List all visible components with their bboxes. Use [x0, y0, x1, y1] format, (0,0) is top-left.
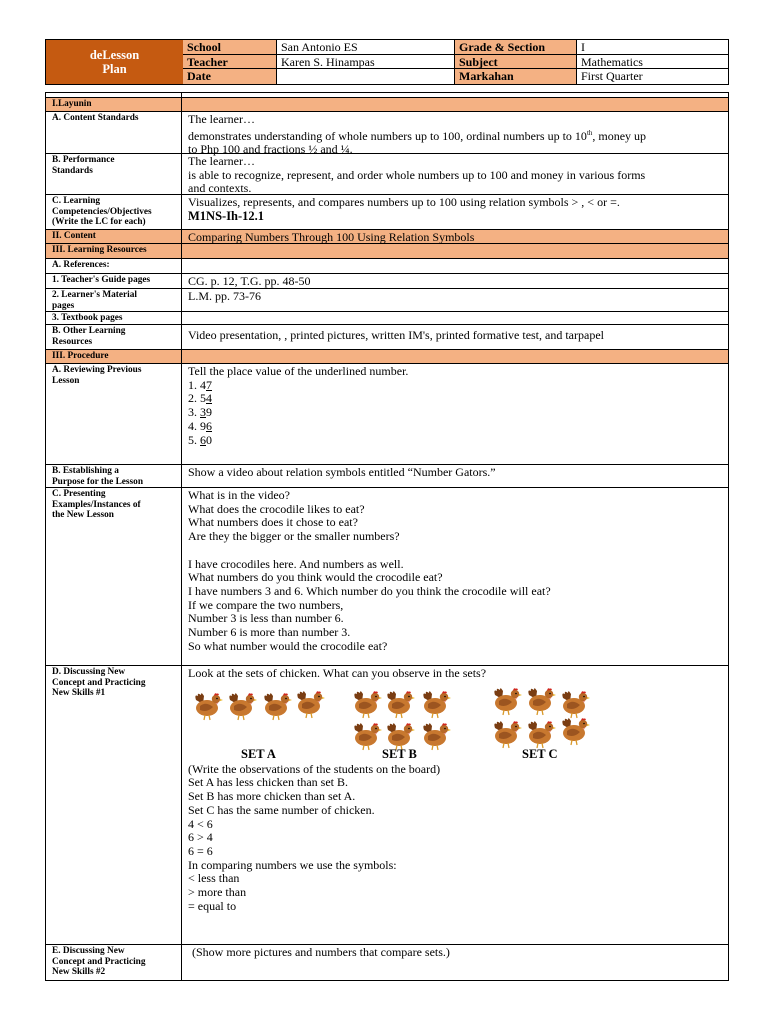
markahan-value: First Quarter: [581, 69, 643, 84]
discussing-1-content: Look at the sets of chicken. What can you observe in the sets? SET A SET B SET C (Write the observations of the students on the board) Set A has less chicken than set B. Set B has more chicken than set A. Set C has the same number of chicken. 4 < 6 6 > 4 6 = 6 In comparing numbers we use the symbols: < less than > more than = equal to: [182, 666, 728, 944]
chicken-icon: [420, 721, 452, 751]
markahan-label: Markahan: [455, 69, 577, 84]
competency-code: M1NS-Ih-12.1: [188, 208, 265, 223]
purpose-value: Show a video about relation symbols entitled “Number Gators.”: [188, 465, 496, 479]
chicken-icon: [525, 686, 557, 716]
teacher-label: Teacher: [183, 55, 277, 70]
reviewing-label: A. Reviewing Previous Lesson: [46, 364, 182, 464]
competencies-text: Visualizes, represents, and compares numbers up to 100 using relation symbols > , < or =. M1NS-Ih-12.1: [182, 195, 728, 229]
discussing-1-label: D. Discussing New Concept and Practicing New Skills #1: [46, 666, 182, 944]
lesson-table: [45, 92, 729, 981]
reviewing-row: [46, 364, 728, 465]
competencies-row: [46, 195, 728, 230]
teachers-guide-label: 1. Teacher's Guide pages: [46, 274, 182, 288]
chicken-icon: [351, 689, 383, 719]
textbook-label: 3. Textbook pages: [46, 312, 182, 324]
layunin-row: [46, 98, 728, 112]
date-label: Date: [183, 69, 277, 84]
chicken-icon: [351, 721, 383, 751]
lesson-plan-title: [46, 40, 184, 84]
review-item: 2. 54: [188, 391, 212, 406]
chicken-icon: [384, 689, 416, 719]
teachers-guide-row: [46, 274, 728, 289]
learners-material-label: 2. Learner's Material pages: [46, 289, 182, 311]
review-item: 4. 96: [188, 418, 212, 433]
school-value: San Antonio ES: [277, 40, 455, 55]
teacher-value: Karen S. Hinampas: [277, 55, 455, 70]
references-label: A. References:: [46, 259, 182, 273]
content-row: [46, 230, 728, 244]
title-line-2: Plan: [102, 62, 127, 76]
chicken-icon: [192, 691, 224, 721]
purpose-row: [46, 465, 728, 488]
learning-resources-heading: III. Learning Resources: [46, 244, 182, 258]
teachers-guide-value: CG. p. 12, T.G. pp. 48-50: [188, 274, 311, 288]
textbook-row: [46, 312, 728, 325]
performance-standards-label: B. Performance Standards: [46, 154, 182, 194]
set-b-label: SET B: [382, 746, 417, 761]
presenting-content: What is in the video? What does the crocodile likes to eat? What numbers does it chose to eat? Are they the bigger or the smaller numbers? I have crocodiles here. And numbers as well. What numbers do you think would the crocodile eat? I have numbers 3 and 6. Which number do you think the crocodile will eat? If we compare the two numbers, Number 3 is less than number 6. Number 6 is more than number 3. So what number would the crocodile eat?: [188, 488, 551, 653]
layunin-heading: I.Layunin: [46, 98, 182, 111]
other-resources-label: B. Other Learning Resources: [46, 325, 182, 349]
content-standards-text: The learner… demonstrates understanding of whole numbers up to 100, ordinal numbers up to 10th, money up to Php 100 and fractions ½ and ¼.: [188, 112, 647, 157]
set-c-label: SET C: [522, 746, 558, 761]
learning-resources-row: [46, 244, 728, 259]
header-table: [45, 39, 729, 85]
textbook-value: [182, 312, 728, 324]
content-label: II. Content: [46, 230, 182, 243]
content-standards-row: [46, 112, 728, 157]
chicken-icon: [525, 719, 557, 749]
set-a-label: SET A: [241, 746, 276, 761]
discussing-1-row: [46, 666, 728, 945]
title-line-1: deLesson: [89, 48, 140, 62]
other-resources-value: Video presentation, , printed pictures, written IM's, printed formative test, and tarpapel: [188, 328, 604, 342]
purpose-label: B. Establishing a Purpose for the Lesson: [46, 465, 182, 487]
learners-material-row: [46, 289, 728, 312]
presenting-label: C. Presenting Examples/Instances of the New Lesson: [46, 488, 182, 665]
chicken-icon: [559, 689, 591, 719]
presenting-row: [46, 488, 728, 666]
procedure-heading: III. Procedure: [46, 350, 182, 363]
competencies-label: C. Learning Competencies/Objectives (Write the LC for each): [46, 195, 182, 229]
procedure-row: [46, 350, 728, 364]
chicken-sets: [188, 681, 728, 763]
content-standards-label: A. Content Standards: [46, 112, 182, 153]
discussing-2-row: [46, 945, 728, 980]
chicken-icon: [261, 691, 293, 721]
reviewing-content: Tell the place value of the underlined number. 1. 47 2. 54 3. 39 4. 96 5. 60: [182, 364, 728, 464]
references-row: [46, 259, 728, 274]
review-item: 1. 47: [188, 377, 212, 392]
chicken-icon: [294, 689, 326, 719]
chicken-icon: [420, 689, 452, 719]
subject-value: Mathematics: [577, 55, 728, 70]
grade-section-value: I: [577, 40, 728, 55]
discussing-2-value: (Show more pictures and numbers that compare sets.): [192, 945, 450, 959]
discussing-2-label: E. Discussing New Concept and Practicing New Skills #2: [46, 945, 182, 980]
performance-standards-row: [46, 154, 728, 195]
review-item: 5. 60: [188, 432, 212, 447]
other-resources-row: [46, 325, 728, 350]
learners-material-value: L.M. pp. 73-76: [188, 289, 261, 303]
school-label: School: [183, 40, 277, 55]
chicken-icon: [226, 691, 258, 721]
content-topic: Comparing Numbers Through 100 Using Relation Symbols: [188, 230, 475, 244]
chicken-icon: [491, 719, 523, 749]
subject-label: Subject: [455, 55, 577, 70]
date-value: [277, 69, 455, 84]
performance-standards-text: The learner… is able to recognize, represent, and order whole numbers up to 100 and money in various forms and contexts.: [188, 154, 646, 196]
chicken-icon: [491, 686, 523, 716]
chicken-icon: [559, 716, 591, 746]
review-item: 3. 39: [188, 405, 212, 420]
grade-section-label: Grade & Section: [455, 40, 577, 55]
